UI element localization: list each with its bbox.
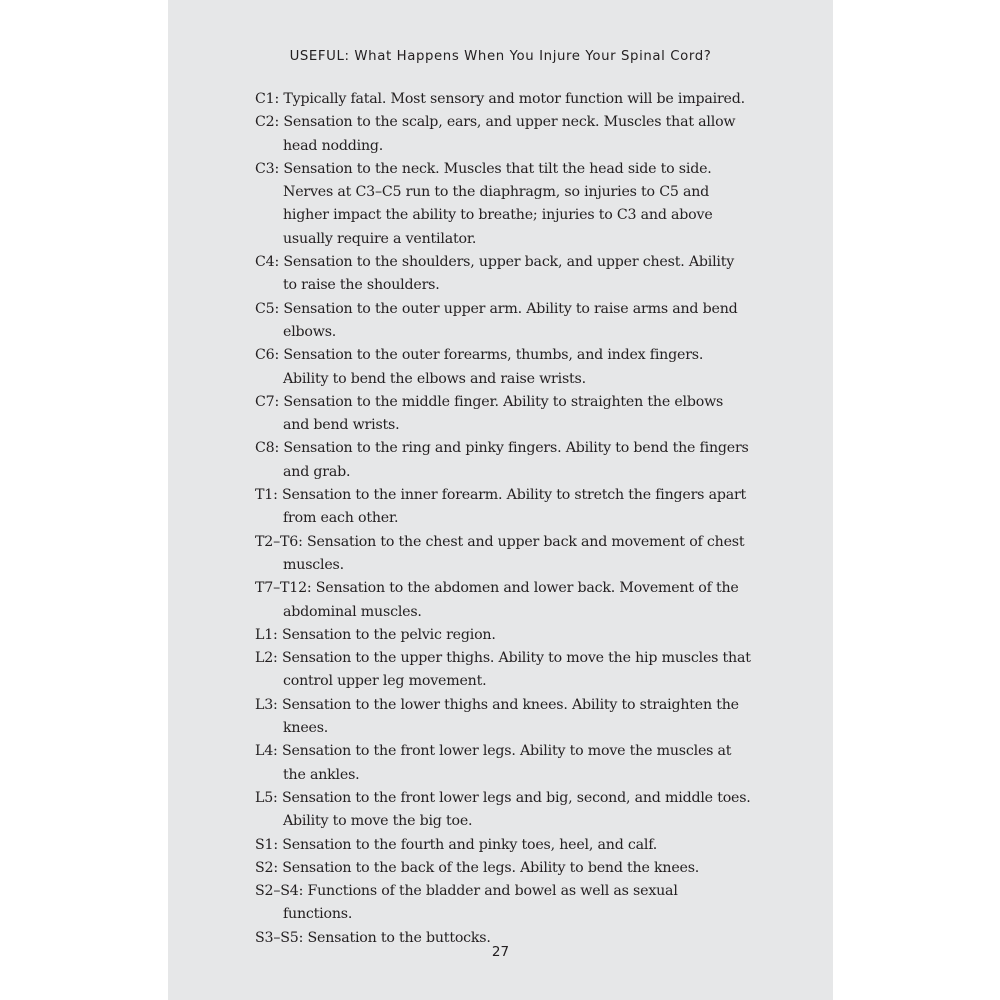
list-item-l1: L1: Sensation to the pelvic region. bbox=[255, 626, 496, 643]
list-item-c8: C8: Sensation to the ring and pinky fingers. Ability to bend the fingers and grab. bbox=[255, 440, 749, 480]
list-item-l4: L4: Sensation to the front lower legs. Ability to move the muscles at the ankles. bbox=[255, 743, 732, 783]
list-item-c7: C7: Sensation to the middle finger. Ability to straighten the elbows and bend wrists. bbox=[255, 393, 724, 434]
list-item-s2-s4: S2–S4: Functions of the bladder and bowel as well as sexual functions. bbox=[255, 883, 678, 923]
page-heading: USEFUL: What Happens When You Injure Your Spinal Cord? bbox=[289, 49, 712, 64]
list-item-c5: C5: Sensation to the outer upper arm. Ability to raise arms and bend elbows. bbox=[255, 300, 738, 340]
list-item-t2-t6: T2–T6: Sensation to the chest and upper back and movement of chest muscles. bbox=[255, 533, 745, 573]
list-item-l5: L5: Sensation to the front lower legs and big, second, and middle toes. Ability to move the big toe. bbox=[255, 789, 751, 830]
list-item-c4: C4: Sensation to the shoulders, upper back, and upper chest. Ability to raise the shoulders. bbox=[255, 254, 735, 294]
list-item-s2: S2: Sensation to the back of the legs. Ability to bend the knees. bbox=[255, 859, 700, 876]
list-item-c6: C6: Sensation to the outer forearms, thumbs, and index fingers. Ability to bend the elbows and raise wrists. bbox=[255, 347, 704, 387]
list-item-c3: C3: Sensation to the neck. Muscles that tilt the head side to side. Nerves at C3–C5 run to the diaphragm, so injuries to C5 and higher impact the ability to breathe; injuries to C3 and above usually require a ventilator. bbox=[255, 160, 713, 247]
list-item-t7-t12: T7–T12: Sensation to the abdomen and lower back. Movement of the abdominal muscles. bbox=[255, 580, 739, 620]
list-item-s3-s5: S3–S5: Sensation to the buttocks. bbox=[255, 929, 491, 946]
page-number: 27 bbox=[491, 944, 510, 960]
list-item-c1: C1: Typically fatal. Most sensory and motor function will be impaired. bbox=[255, 91, 745, 107]
book-page bbox=[168, 0, 833, 1000]
list-item-s1: S1: Sensation to the fourth and pinky toes, heel, and calf. bbox=[255, 836, 658, 853]
list-item-c2: C2: Sensation to the scalp, ears, and upper neck. Muscles that allow head nodding. bbox=[255, 114, 736, 154]
list-item-l3: L3: Sensation to the lower thighs and knees. Ability to straighten the knees. bbox=[255, 696, 739, 737]
spinal-level-list bbox=[255, 88, 751, 950]
list-item-t1: T1: Sensation to the inner forearm. Ability to stretch the fingers apart from each other. bbox=[255, 487, 747, 527]
list-item-l2: L2: Sensation to the upper thighs. Ability to move the hip muscles that control upper leg movement. bbox=[255, 650, 751, 690]
